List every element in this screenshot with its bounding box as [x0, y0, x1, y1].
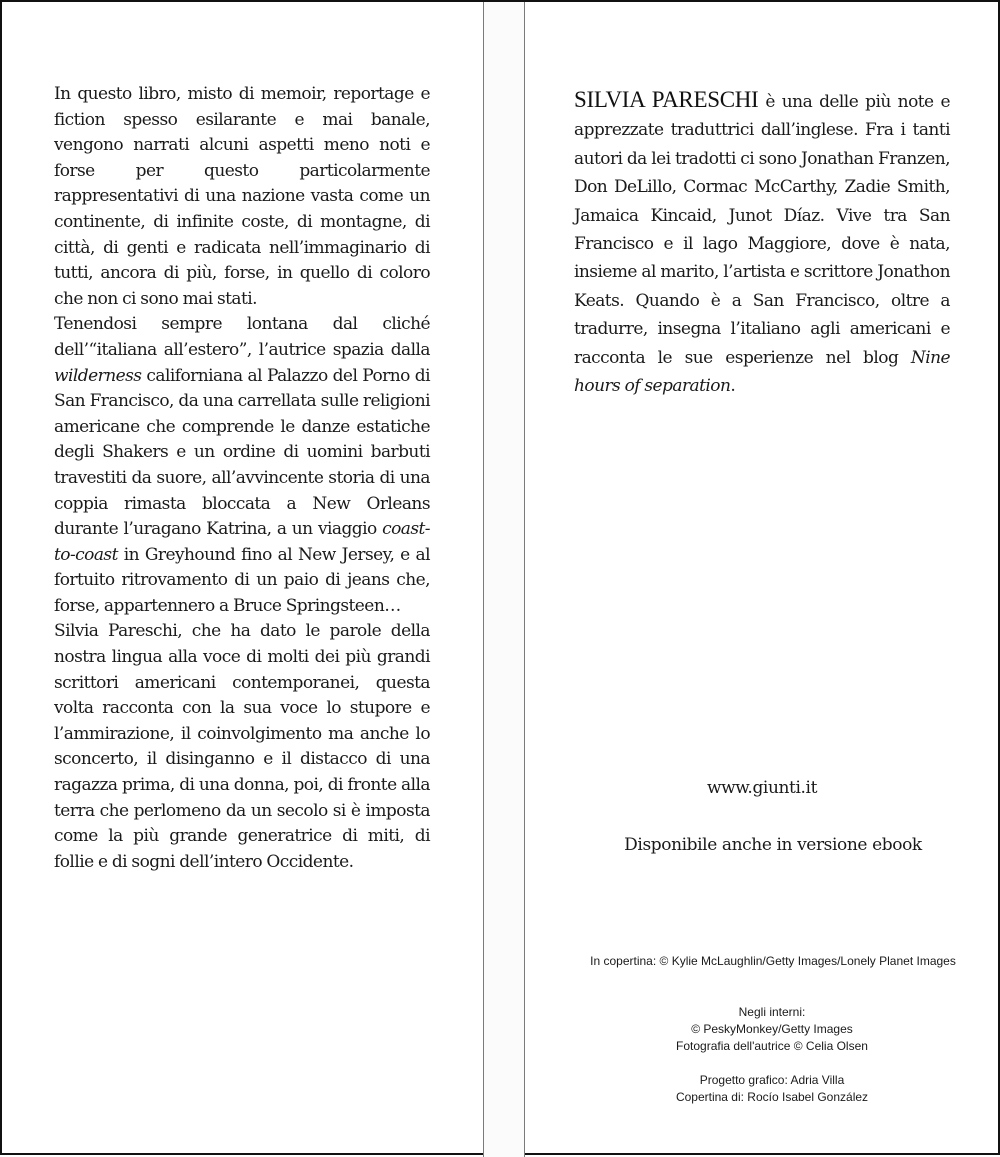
back-flap-author-bio	[574, 86, 950, 400]
front-flap-blurb	[54, 82, 430, 875]
blurb-italic-term: wilderness	[54, 365, 142, 386]
publisher-website: www.giunti.it	[707, 778, 817, 798]
interior-credits	[622, 1004, 922, 1055]
blurb-text: in Greyhound fino al New Jersey, e al fortuito ritrovamento di un paio di jeans che, forse, appartennero a Bruce Springsteen…	[54, 544, 430, 616]
blurb-italic-term: coast-to-coast	[54, 519, 430, 565]
author-bio-paragraph	[574, 86, 950, 400]
author-photo-credit: Fotografia dell'autrice © Celia Olsen	[676, 1039, 868, 1053]
ebook-availability-note: Disponibile anche in versione ebook	[624, 835, 922, 855]
blurb-paragraph-2	[54, 312, 430, 619]
author-bio-text: è una delle più note e apprezzate traduttrici dall’inglese. Fra i tanti autori da lei tradotti ci sono Jonathan Franzen, Don DeLillo, Cormac McCarthy, Zadie Smith, Jamaica Kincaid, Junot Díaz. Vive tra San Francisco e il lago Maggiore, dove è nata, insieme al marito, l’artista e scrittore Jonathon Keats. Quando è a San Francisco, oltre a tradurre, insegna l’italiano agli americani e racconta le sue esperienze nel blog	[574, 92, 950, 368]
bio-end-punctuation: .	[730, 376, 736, 397]
blog-title: Nine hours of separation	[574, 347, 950, 397]
author-name: SILVIA PARESCHI	[574, 87, 759, 112]
graphic-design-credit: Progetto grafico: Adria Villa	[699, 1073, 845, 1087]
blurb-paragraph-1: In questo libro, misto di memoir, reportage e fiction spesso esilarante e mai banale, vengono narrati alcuni aspetti meno noti e forse per questo particolarmente rappresentativi di una nazione vasta come un continente, di infinite coste, di montagne, di città, di genti e radicata nell’immaginario di tutti, ancora di più, forse, in quello di coloro che non ci sono mai stati.	[54, 84, 430, 309]
fold-line-right	[524, 2, 525, 1157]
cover-design-credit: Copertina di: Rocío Isabel González	[675, 1090, 869, 1104]
design-credits	[622, 1072, 922, 1106]
interior-credits-heading: Negli interni:	[738, 1005, 806, 1019]
blurb-paragraph-3: Silvia Pareschi, che ha dato le parole della nostra lingua alla voce di molti dei più grandi scrittori americani contemporanei, questa volta racconta con la sua voce lo stupore e l’ammirazione, il coinvolgimento ma anche lo sconcerto, il disinganno e il distacco di una ragazza prima, di una donna, poi, di fronte alla terra che perlomeno da un secolo si è imposta come la più grande generatrice di miti, di follie e di sogni dell’intero Occidente.	[54, 621, 430, 872]
spine-gutter	[484, 2, 524, 1157]
blurb-text: Tenendosi sempre lontana dal cliché dell’“italiana all’estero”, l’autrice spazia dalla	[54, 314, 430, 360]
fold-line-left	[483, 2, 484, 1157]
cover-photo-credit: In copertina: © Kylie McLaughlin/Getty Images/Lonely Planet Images	[590, 954, 956, 968]
blurb-text: californiana al Palazzo del Porno di San Francisco, da una carrellata sulle religioni americane che comprende le danze estatiche degli Shakers e un ordine di uomini barbuti travestiti da suore, all’avvincente storia di una coppia rimasta bloccata a New Orleans durante l’uragano Katrina, a un viaggio	[54, 365, 430, 540]
interior-photo-credit: © PeskyMonkey/Getty Images	[691, 1022, 853, 1036]
